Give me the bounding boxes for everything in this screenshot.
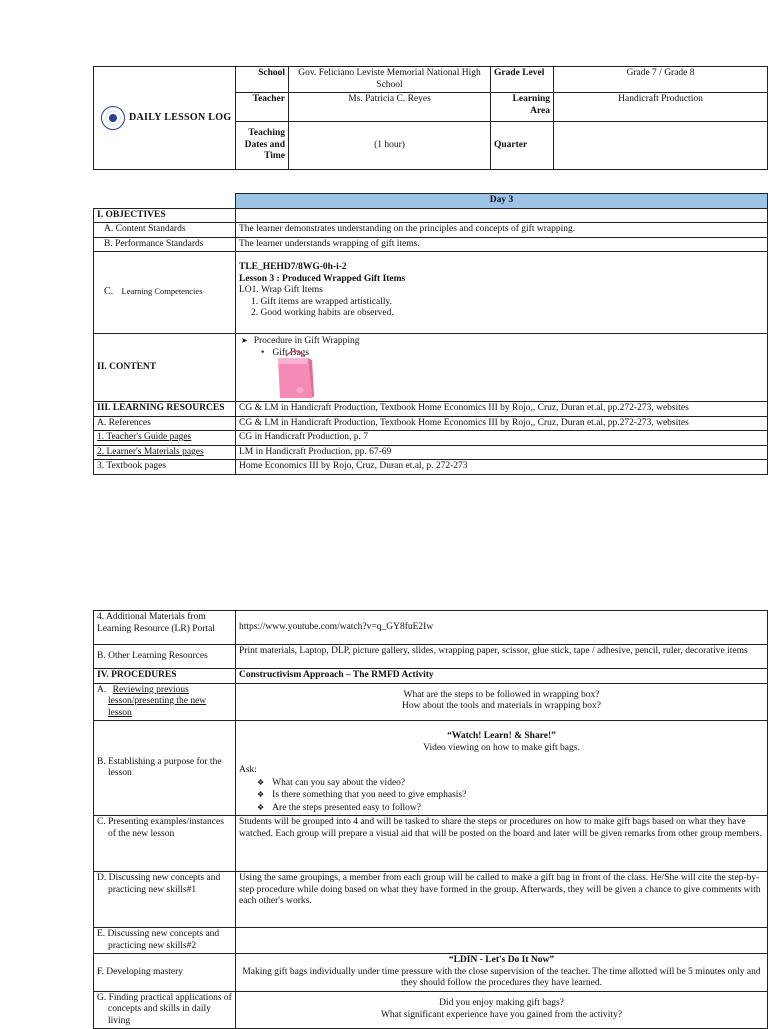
procedure-b-sub: Video viewing on how to make gift bags. xyxy=(423,742,580,753)
additional-materials-value: https://www.youtube.com/watch?v=q_GY8fuE2Iw xyxy=(236,611,768,645)
procedure-c-label: C. Presenting examples/instances of the new lesson xyxy=(94,816,236,872)
competency-lo: LO1. Wrap Gift Items xyxy=(239,285,323,295)
procedure-b-value xyxy=(236,721,768,816)
performance-standards-value: The learner understands wrapping of gift items. xyxy=(236,237,768,252)
procedure-a-label: A. Reviewing previous lesson/presenting the new lesson xyxy=(94,683,236,721)
learning-competencies-label: C. Learning Competencies xyxy=(94,252,236,334)
learning-resources-value: CG & LM in Handicraft Production, Textbook Home Economics III by Rojo,, Cruz, Duran et.al, pp.272-273, websites xyxy=(236,402,768,417)
textbook-value: Home Economics III by Rojo, Cruz, Duran et.al, p. 272-273 xyxy=(236,460,768,475)
grade-level-value: Grade 7 / Grade 8 xyxy=(554,67,768,93)
procedure-c-value: Students will be grouped into 4 and will be tasked to share the steps or procedures on how to make gift bags based on what they have watched. Each group will prepare a visual aid that will be posted on the board and later will be given remarks from other group members. xyxy=(236,816,768,872)
learning-resources-heading: III. LEARNING RESOURCES xyxy=(94,402,236,417)
objectives-heading: I. OBJECTIVES xyxy=(94,208,236,223)
teacher-value: Ms. Patricia C. Reyes xyxy=(289,93,491,122)
learners-materials-value: LM in Handicraft Production, pp. 67-69 xyxy=(236,445,768,460)
procedures-value: Constructivism Approach – The RMFD Activity xyxy=(236,669,768,684)
daily-lesson-log-title: DAILY LESSON LOG xyxy=(129,112,232,124)
learning-area-value: Handicraft Production xyxy=(554,93,768,122)
procedure-f-title: “LDIN - Let's Do It Now” xyxy=(448,955,555,965)
content-item-gift-bags: • Gift Bags xyxy=(239,348,764,360)
competency-code: TLE_HEHD7/8WG-0h-i-2 xyxy=(239,262,347,272)
quarter-value xyxy=(554,122,768,170)
procedures-table xyxy=(93,610,768,1029)
content-standards-label: A. Content Standards xyxy=(94,223,236,238)
procedure-d-value: Using the same groupings, a member from each group will be called to make a gift bag in front of the class. He/She will cite the step-by-step procedure while doing based on what they have formed in the group. Afterwards, they will be given a chance to give comments with each other's works. xyxy=(236,872,768,928)
competency-lesson: Lesson 3 : Produced Wrapped Gift Items xyxy=(239,273,406,284)
procedure-b-question: ❖ Are the steps presented easy to follow? xyxy=(239,802,764,815)
learning-area-label: Learning Area xyxy=(491,93,554,122)
additional-materials-label: 4. Additional Materials from Learning Resource (LR) Portal xyxy=(94,611,236,645)
content-standards-value: The learner demonstrates understanding on the principles and concepts of gift wrapping. xyxy=(236,223,768,238)
grade-level-label: Grade Level xyxy=(491,67,554,93)
learning-competencies-value xyxy=(236,252,768,334)
quarter-label: Quarter xyxy=(491,122,554,170)
references-label: A. References xyxy=(94,416,236,431)
content-value xyxy=(236,334,768,402)
teacher-label: Teacher xyxy=(236,93,289,122)
procedure-f-value xyxy=(236,954,768,992)
content-heading: II. CONTENT xyxy=(94,334,236,402)
other-resources-value: Print materials, Laptop, DLP, picture gallery, slides, wrapping paper, scissor, glue stick, tape / adhesive, pencil, ruler, decorative items xyxy=(236,645,768,669)
performance-standards-label: B. Performance Standards xyxy=(94,237,236,252)
procedure-d-label: D. Discussing new concepts and practicing new skills#1 xyxy=(94,872,236,928)
teachers-guide-value: CG in Handicraft Production, p. 7 xyxy=(236,431,768,446)
school-label: School xyxy=(236,67,289,93)
procedure-b-ask: Ask: xyxy=(239,765,257,775)
content-item-procedure: ➤ Procedure in Gift Wrapping xyxy=(239,335,764,348)
textbook-label: 3. Textbook pages xyxy=(94,460,236,475)
gift-bag-image xyxy=(274,346,316,400)
deped-seal-icon xyxy=(101,106,125,130)
header-table xyxy=(93,66,768,170)
other-resources-label: B. Other Learning Resources xyxy=(94,645,236,669)
procedure-g-value: Did you enjoy making gift bags? What significant experience have you gained from the activity? xyxy=(236,991,768,1029)
learners-materials-label: 2. Learner's Materials pages xyxy=(94,445,236,460)
day-header: Day 3 xyxy=(236,194,768,209)
procedure-b-title: “Watch! Learn! & Share!” xyxy=(447,731,556,741)
school-value: Gov. Feliciano Leviste Memorial National High School xyxy=(289,67,491,93)
procedure-f-text: Making gift bags individually under time pressure with the close supervision of the teacher. The time allotted will be 5 minutes only and they should follow the procedures they have learned. xyxy=(242,966,761,988)
procedure-a-value: What are the steps to be followed in wrapping box? How about the tools and materials in wrapping box? xyxy=(236,683,768,721)
procedure-f-label: F. Developing mastery xyxy=(94,954,236,992)
objectives-table xyxy=(93,193,768,475)
procedure-e-value xyxy=(236,928,768,954)
teachers-guide-label: 1. Teacher's Guide pages xyxy=(94,431,236,446)
procedure-e-label: E. Discussing new concepts and practicing new skills#2 xyxy=(94,928,236,954)
logo-cell xyxy=(94,67,236,170)
dates-value: (1 hour) xyxy=(289,122,491,170)
references-value: CG & LM in Handicraft Production, Textbook Home Economics III by Rojo,, Cruz, Duran et.al, pp.272-273, websites xyxy=(236,416,768,431)
competency-item: 2. Good working habits are observed. xyxy=(251,308,394,318)
procedures-heading: IV. PROCEDURES xyxy=(94,669,236,684)
procedure-g-label: G. Finding practical applications of concepts and skills in daily living xyxy=(94,991,236,1029)
procedure-b-question: ❖ Is there something that you need to give emphasis? xyxy=(239,789,764,802)
competency-item: 1. Gift items are wrapped artistically. xyxy=(251,296,393,307)
dates-label: Teaching Dates and Time xyxy=(236,122,289,170)
procedure-b-question: ❖ What can you say about the video? xyxy=(239,777,764,790)
procedure-b-label: B. Establishing a purpose for the lesson xyxy=(94,721,236,816)
